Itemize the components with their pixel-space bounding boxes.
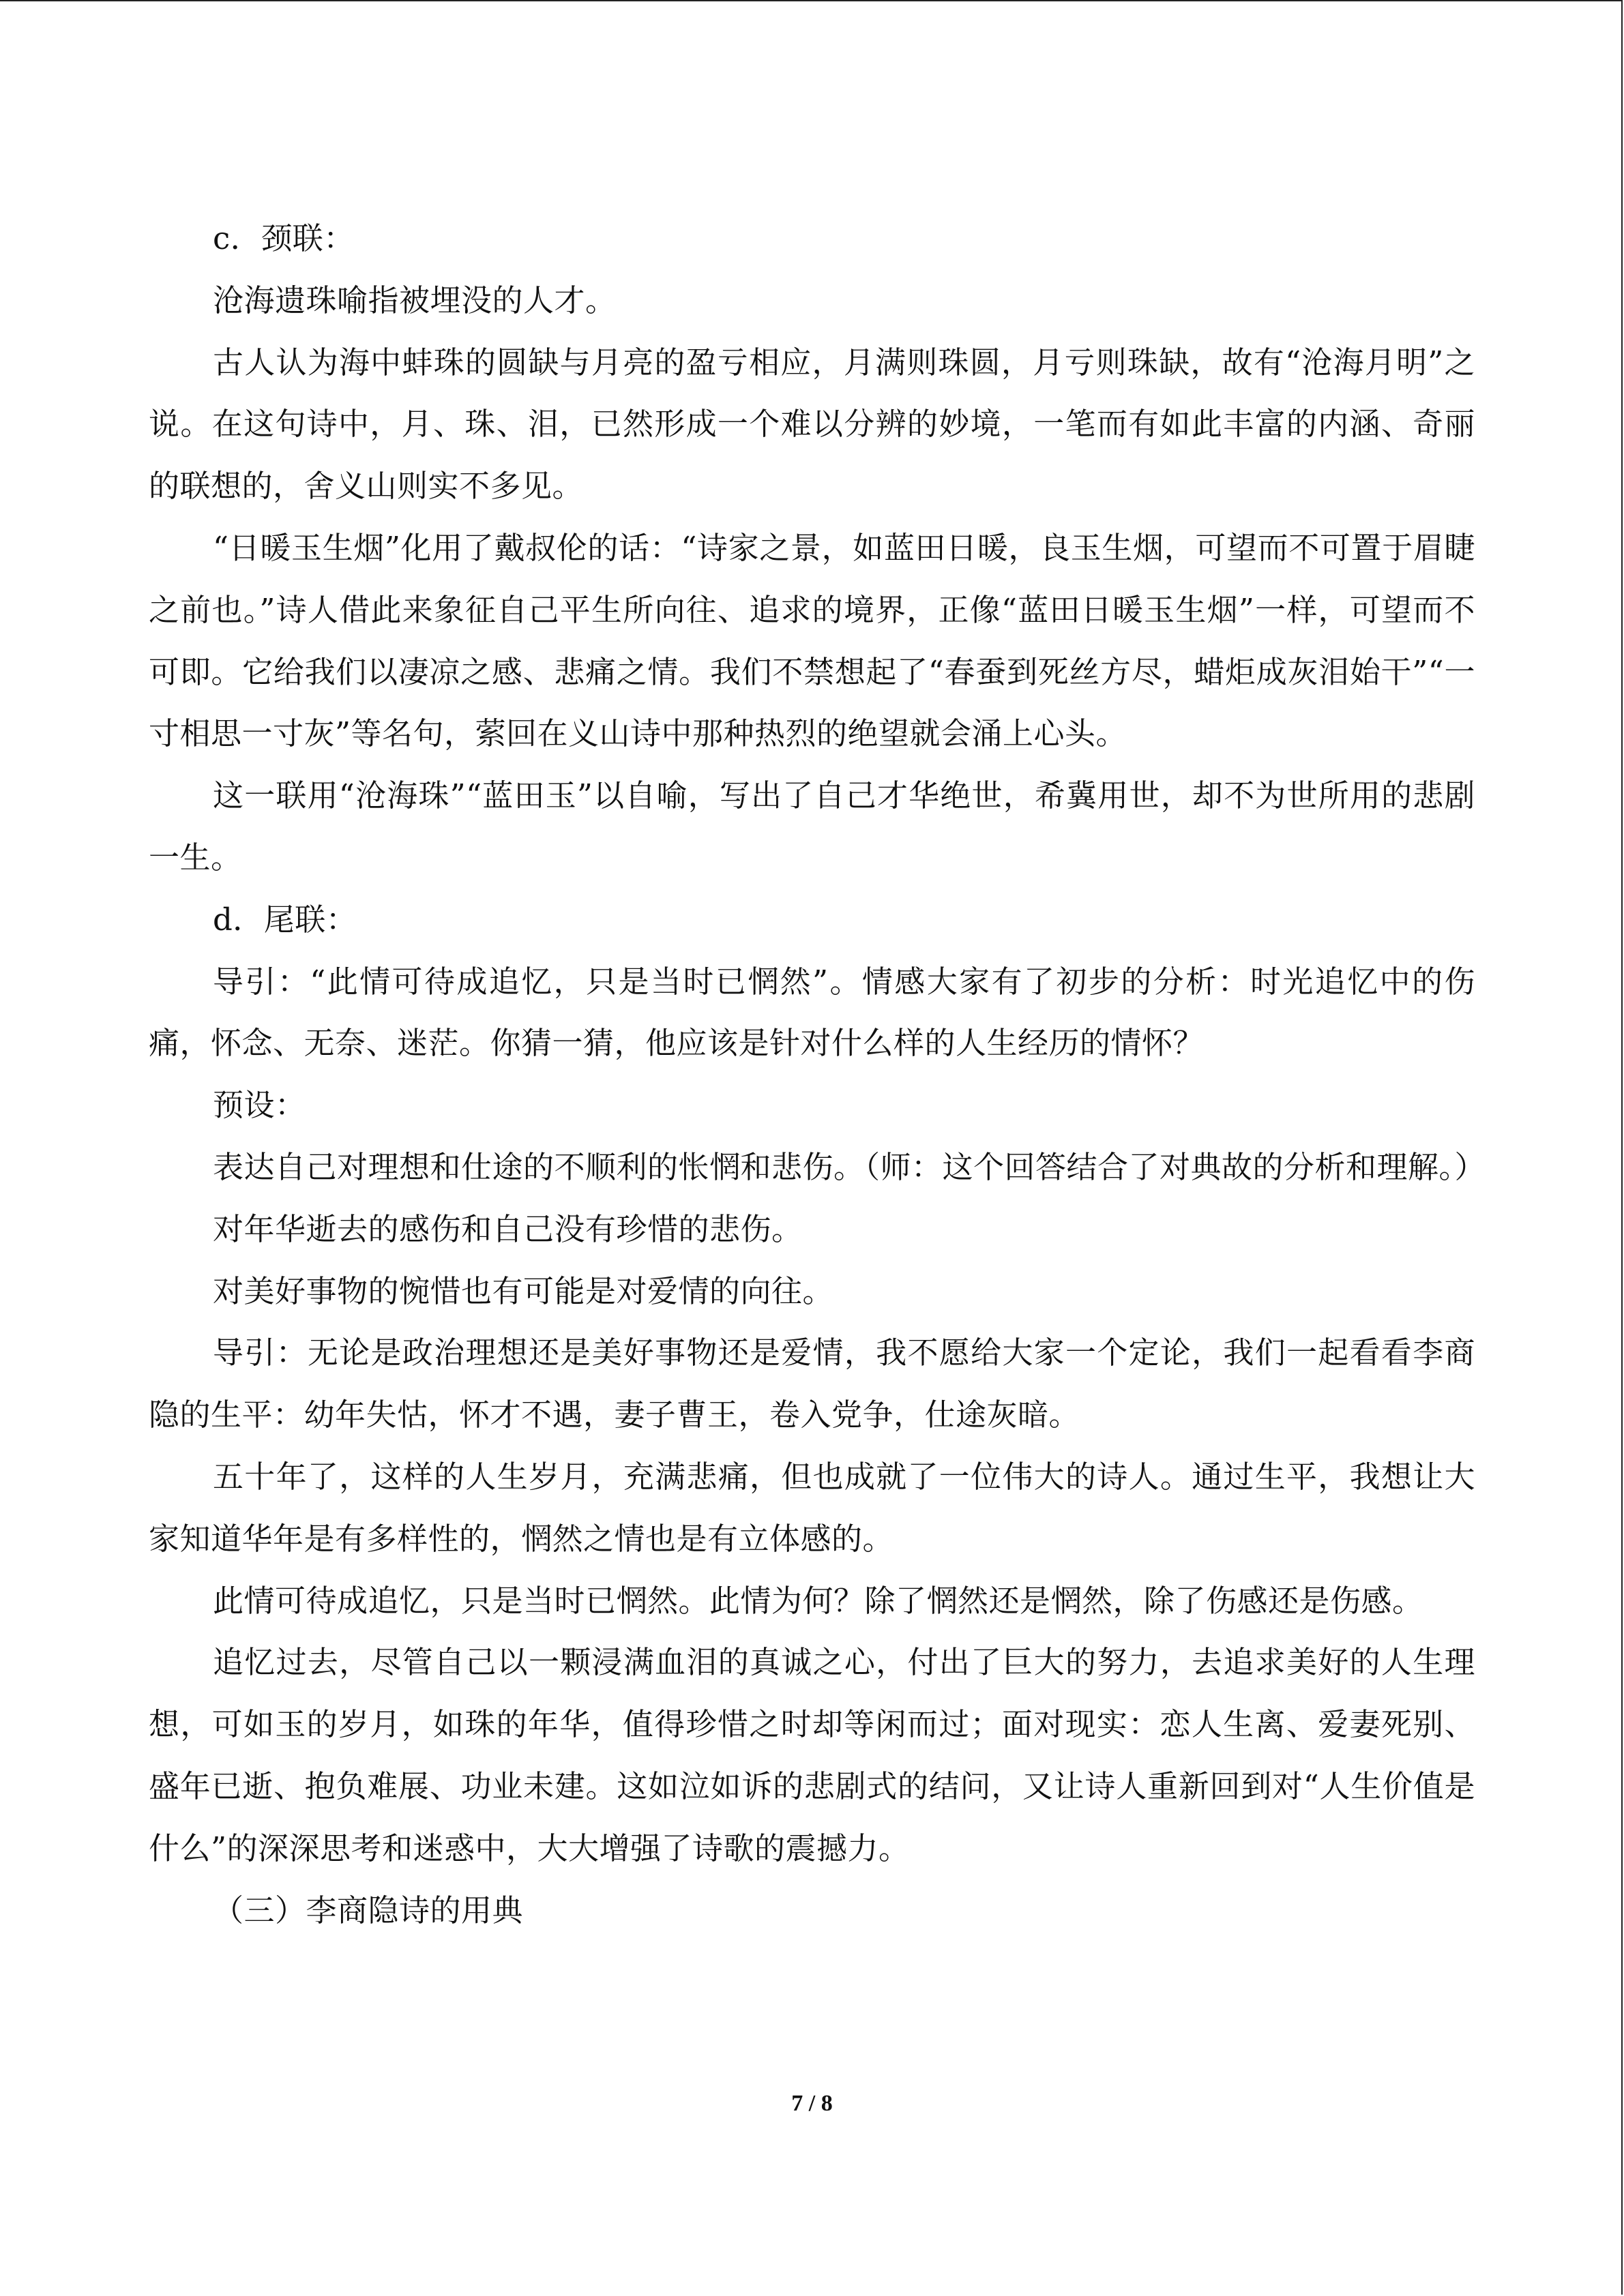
page-number: 7 / 8 (791, 2091, 833, 2116)
paragraph: 表达自己对理想和仕途的不顺利的怅惘和悲伤。（师：这个回答结合了对典故的分析和理解。） (213, 1148, 1486, 1185)
paragraph: 预设： (213, 1087, 306, 1124)
paragraph: 对年华逝去的感伤和自己没有珍惜的悲伤。 (213, 1210, 803, 1247)
paragraph: 这一联用“沧海珠”“蓝田玉”以自喻，写出了自己才华绝世，希冀用世，却不为世所用的悲剧一生。 (149, 777, 1475, 876)
paragraph: 对美好事物的惋惜也有可能是对爱情的向往。 (213, 1272, 834, 1309)
paragraph: 导引：“此情可待成追忆，只是当时已惘然”。情感大家有了初步的分析：时光追忆中的伤痛，怀念、无奈、迷茫。你猜一猜，他应该是针对什么样的人生经历的情怀？ (149, 963, 1475, 1062)
paragraph: 五十年了，这样的人生岁月，充满悲痛，但也成就了一位伟大的诗人。通过生平，我想让大家知道华年是有多样性的，惘然之情也是有立体感的。 (149, 1458, 1475, 1557)
paragraph: 此情可待成追忆，只是当时已惘然。此情为何？除了惘然还是惘然，除了伤感还是伤感。 (213, 1582, 1423, 1619)
paragraph: 沧海遗珠喻指被埋没的人才。 (213, 282, 617, 318)
document-body (149, 208, 1486, 1941)
section-heading: （三）李商隐诗的用典 (213, 1892, 524, 1928)
paragraph: 追忆过去，尽管自己以一颗浸满血泪的真诚之心，付出了巨大的努力，去追求美好的人生理想，可如玉的岁月，如珠的年华，值得珍惜之时却等闲而过；面对现实：恋人生离、爱妻死别、盛年已逝、抱负难展、功业未建。这如泣如诉的悲剧式的结问，又让诗人重新回到对“人生价值是什么”的深深思考和迷惑中，大大增强了诗歌的震撼力。 (149, 1644, 1475, 1866)
paragraph: “日暖玉生烟”化用了戴叔伦的话：“诗家之景，如蓝田日暖，良玉生烟，可望而不可置于眉睫之前也。”诗人借此来象征自己平生所向往、追求的境界，正像“蓝田日暖玉生烟”一样，可望而不可即。它给我们以凄凉之感、悲痛之情。我们不禁想起了“春蚕到死丝方尽，蜡炬成灰泪始干”“一寸相思一寸灰”等名句，萦回在义山诗中那种热烈的绝望就会涌上心头。 (149, 529, 1475, 752)
heading-tail-couplet: d．尾联： (213, 901, 357, 938)
heading-neck-couplet: c．颈联： (213, 220, 355, 256)
paragraph: 导引：无论是政治理想还是美好事物还是爱情，我不愿给大家一个定论，我们一起看看李商隐的生平：幼年失怙，怀才不遇，妻子曹王，卷入党争，仕途灰暗。 (149, 1335, 1475, 1433)
paragraph: 古人认为海中蚌珠的圆缺与月亮的盈亏相应，月满则珠圆，月亏则珠缺，故有“沧海月明”之说。在这句诗中，月、珠、泪，已然形成一个难以分辨的妙境，一笔而有如此丰富的内涵、奇丽的联想的，舍义山则实不多见。 (149, 344, 1475, 505)
